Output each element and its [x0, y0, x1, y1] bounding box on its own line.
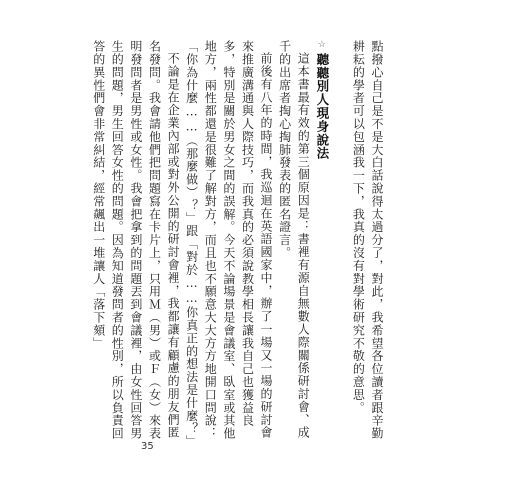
paragraph-reason-three: 這本書最有效的第三個原因是：書裡有源自無數人際關係研討會、成千的出席者掏心掏肺發表的匿名證言。 — [277, 40, 311, 439]
paragraph-seminars: 前後有八年的時間，我巡迴在英語國家中，辦了一場又一場的研討會來推廣溝通與人際技巧，而我真的必須說教學相長讓我自己也獲益良多，特別是關於男女之間的誤解。今天不論場景是會議室、臥室或其他地方，兩性都還是很難了解對方，而且也不願意大大方方地開口問說：「你為什麼……（那麼做）？」跟「對於……你真正的想法是什麼？」 — [184, 40, 274, 448]
paragraph-intro: 點撥心自己是不是大白話說得太過分了，對此，我希望各位讀者跟辛勤耕耘的學者可以包涵我一下，我真的沒有對學術研究不敬的意思。 — [351, 40, 384, 440]
vertical-text-body — [89, 40, 386, 446]
section-spacer — [331, 40, 349, 446]
paragraph-anonymous-questions: 不論是在企業內部或對外公開的研討會裡，我都讓有顧慮的朋友們匿名發問。我會請他們把問題寫在卡片上，只用Ｍ（男）或Ｆ（女）來表明發問者是男性或女性。我會把拿到的問題丟到會議裡，由女性回答男生的問題，男生回答女性的問題。因為知道發問者的性別，所以負責回答的異性們會非常糾結，經常飆出一堆讓人「落下頦」 — [91, 40, 181, 440]
star-icon: ☆ — [316, 40, 327, 51]
page-number: 35 — [141, 441, 154, 452]
section-heading-text: 聽聽別人現身說法 — [314, 52, 330, 161]
section-heading — [312, 40, 331, 446]
